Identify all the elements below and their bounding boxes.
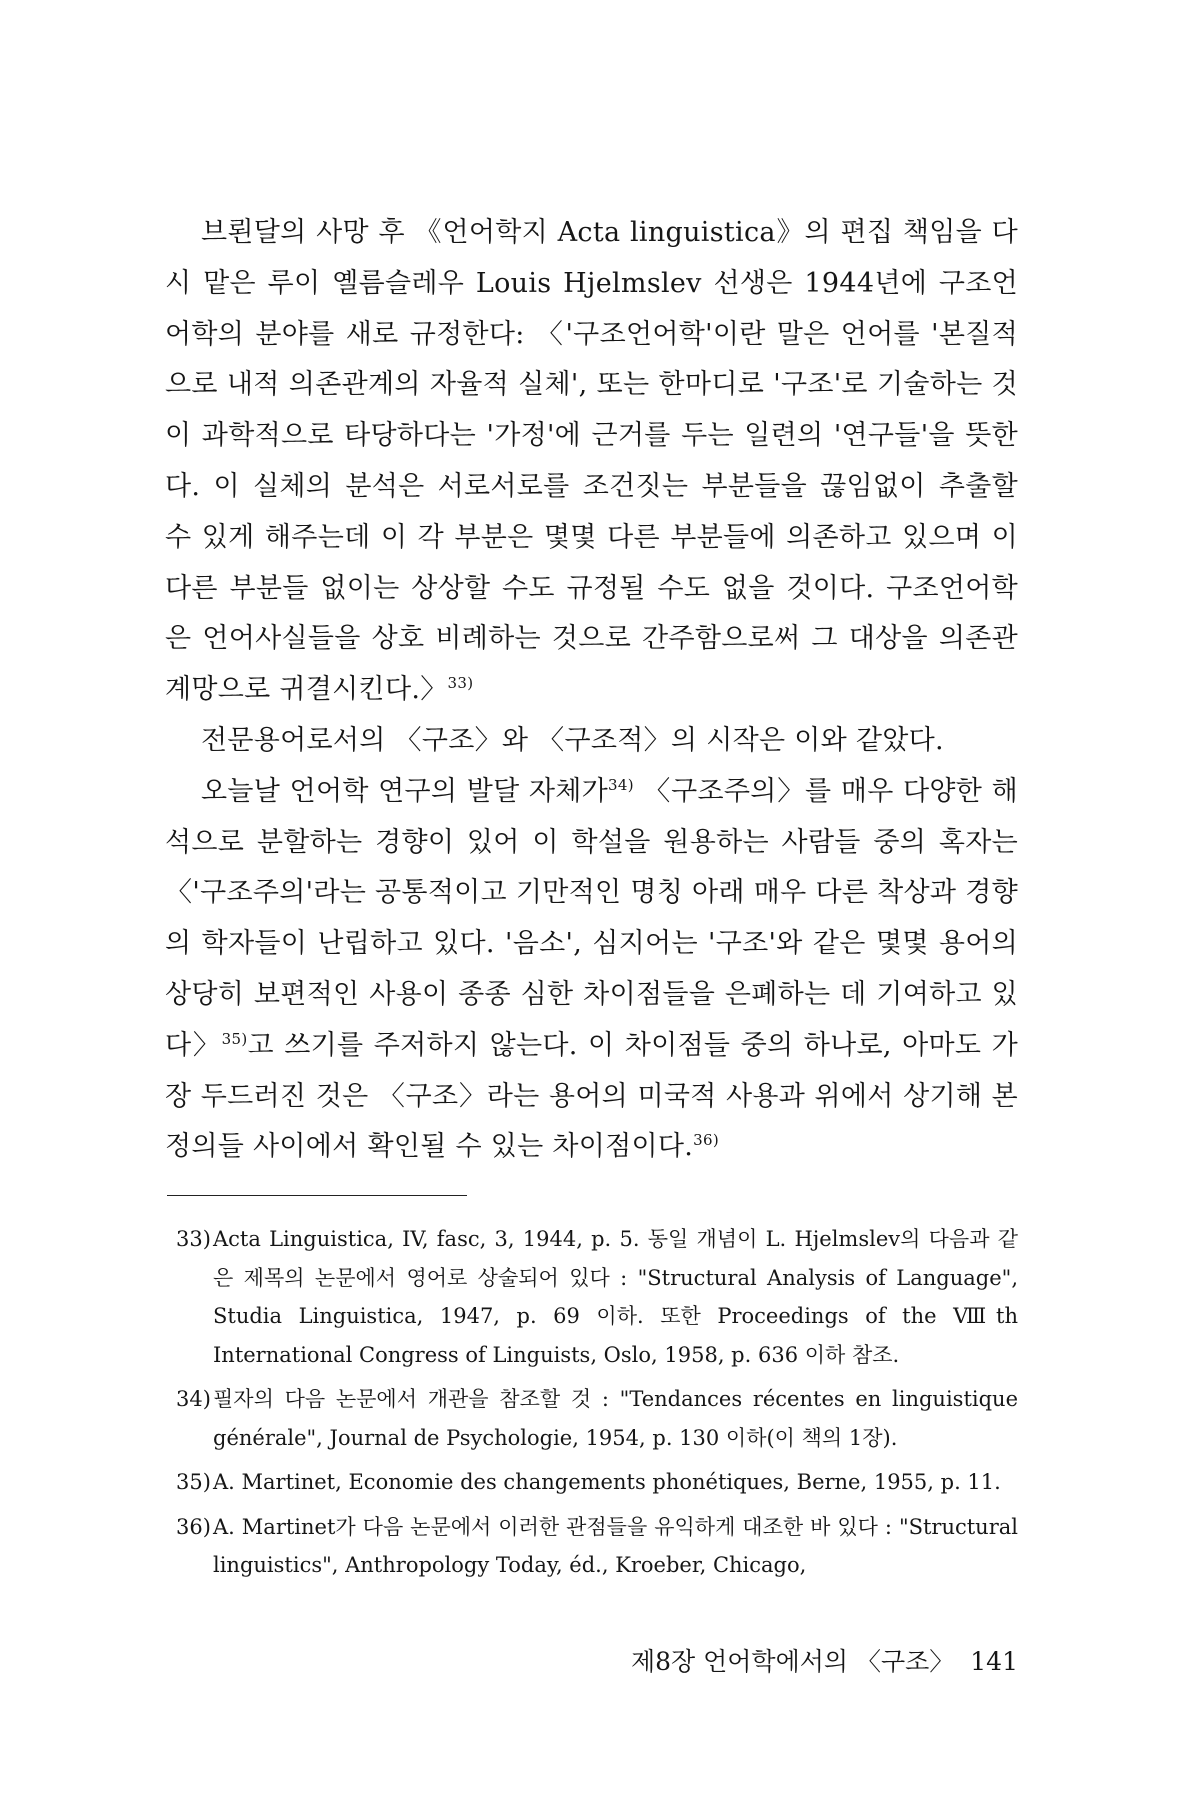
paragraph-1 [165,208,1018,716]
paragraph-1-text: 브뢴달의 사망 후 《언어학지 Acta linguistica》의 편집 책임을 다시 맡은 루이 옐름슬레우 Louis Hjelmslev 선생은 1944년에 구조언어학의 분야를 새로 규정한다: 〈'구조언어학'이란 말은 언어를 '본질적으로 내적 의존관계의 자율적 실체', 또는 한마디로 '구조'로 기술하는 것이 과학적으로 타당하다는 '가정'에 근거를 두는 일련의 '연구들'을 뜻한다. 이 실체의 분석은 서로서로를 조건짓는 부분들을 끊임없이 추출할 수 있게 해주는데 이 각 부분은 몇몇 다른 부분들에 의존하고 있으며 이 다른 부분들 없이는 상상할 수도 규정될 수도 없을 것이다. 구조언어학은 언어사실들을 상호 비례하는 것으로 간주함으로써 그 대상을 의존관계망으로 귀결시킨다.〉 [165,217,1018,706]
footnote-number: 35) [176,1470,211,1495]
paragraph-3 [165,767,1018,1173]
footnote-text: A. Martinet, Economie des changements phonétiques, Berne, 1955, p. 11. [213,1470,1001,1495]
footnote-ref-36[interactable]: 36) [693,1131,720,1150]
footnote-text: 필자의 다음 논문에서 개관을 참조할 것 : "Tendances récentes en linguistique générale", Journal de Psychologie, 1954, p. 130 이하(이 책의 1장). [213,1387,1018,1450]
footnote-ref-35[interactable]: 35) [221,1029,248,1048]
footnote-divider [167,1195,467,1196]
footnote-text: Acta Linguistica, IV, fasc, 3, 1944, p. 5. 동일 개념이 L. Hjelmslev의 다음과 같은 제목의 논문에서 영어로 상술되어 있다 : "Structural Analysis of Language", Studia Linguistica, 1947, p. 69 이하. 또한 Proceedings of the Ⅷth International Congress of Linguists, Oslo, 1958, p. 636 이하 참조. [213,1227,1018,1367]
footnote-number: 34) [176,1387,211,1412]
paragraph-3-part-2: 〈구조주의〉를 매우 다양한 해석으로 분할하는 경향이 있어 이 학설을 원용하는 사람들 중의 혹자는 〈'구조주의'라는 공통적이고 기만적인 명칭 아래 매우 다른 착상과 경향의 학자들이 난립하고 있다. '음소', 심지어는 '구조'와 같은 몇몇 용어의 상당히 보편적인 사용이 종종 심한 차이점들을 은폐하는 데 기여하고 있다〉 [165,775,1018,1061]
page-number: 141 [970,1647,1018,1676]
footnote-36 [165,1508,1018,1585]
footnote-ref-34[interactable]: 34) [608,775,634,794]
footnote-33 [165,1220,1018,1374]
footnote-text: A. Martinet가 다음 논문에서 이러한 관점들을 유익하게 대조한 바 있다 : "Structural linguistics", Anthropology Today, éd., Kroeber, Chicago, [213,1514,1018,1578]
main-text [165,208,1018,1173]
footnote-35 [165,1463,1018,1502]
page-footer [0,1642,1018,1678]
paragraph-3-part-3: 고 쓰기를 주저하지 않는다. 이 차이점들 중의 하나로, 아마도 가장 두드러진 것은 〈구조〉라는 용어의 미국적 사용과 위에서 상기해 본 정의들 사이에서 확인될 수 있는 차이점이다. [165,1029,1018,1163]
footnote-number: 36) [176,1514,211,1539]
footnote-ref-33[interactable]: 33) [447,674,474,693]
running-chapter-title: 제8장 언어학에서의 〈구조〉 [630,1647,955,1676]
footnotes [165,1220,1018,1585]
paragraph-3-part-1: 오늘날 언어학 연구의 발달 자체가 [201,775,609,807]
footnote-number: 33) [176,1227,211,1252]
footnote-34 [165,1380,1018,1457]
paragraph-2: 전문용어로서의 〈구조〉와 〈구조적〉의 시작은 이와 같았다. [201,724,944,756]
